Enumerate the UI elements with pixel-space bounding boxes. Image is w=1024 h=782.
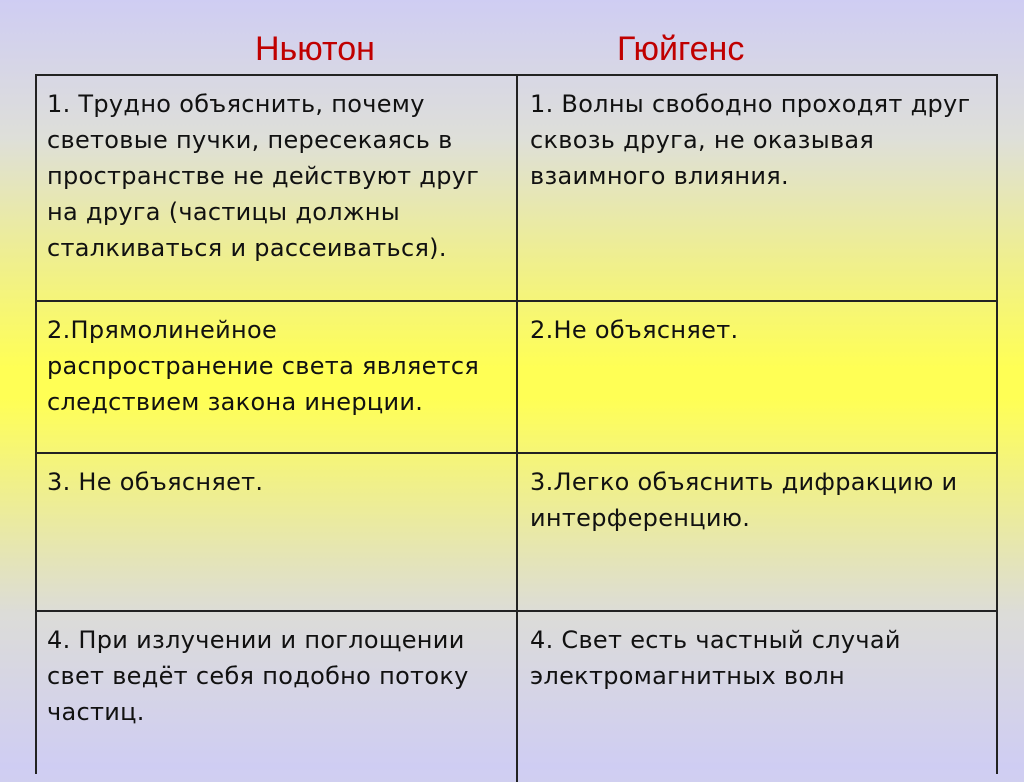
huygens-cell: 1. Волны свободно проходят друг сквозь друга, не оказывая взаимного влияния. bbox=[530, 90, 971, 190]
newton-cell: 2.Прямолинейное распространение света является следствием закона инерции. bbox=[37, 302, 518, 452]
table-row bbox=[37, 454, 996, 612]
huygens-cell: 3.Легко объяснить дифракцию и интерференцию. bbox=[530, 468, 958, 532]
table-row bbox=[37, 302, 996, 454]
huygens-cell: 4. Свет есть частный случай электромагнитных волн bbox=[530, 626, 901, 690]
header-newton: Ньютон bbox=[255, 30, 375, 68]
header-huygens: Гюйгенс bbox=[617, 30, 745, 68]
newton-cell: 1. Трудно объяснить, почему световые пучки, пересекаясь в пространстве не действуют друг на друга (частицы должны сталкиваться и рассеиваться). bbox=[37, 76, 518, 300]
huygens-cell: 2.Не объясняет. bbox=[530, 316, 739, 344]
newton-cell: 3. Не объясняет. bbox=[37, 454, 518, 610]
table-row bbox=[37, 76, 996, 302]
newton-cell: 4. При излучении и поглощении свет ведёт себя подобно потоку частиц. bbox=[37, 612, 518, 782]
table-row bbox=[37, 612, 996, 782]
comparison-table bbox=[35, 74, 998, 774]
